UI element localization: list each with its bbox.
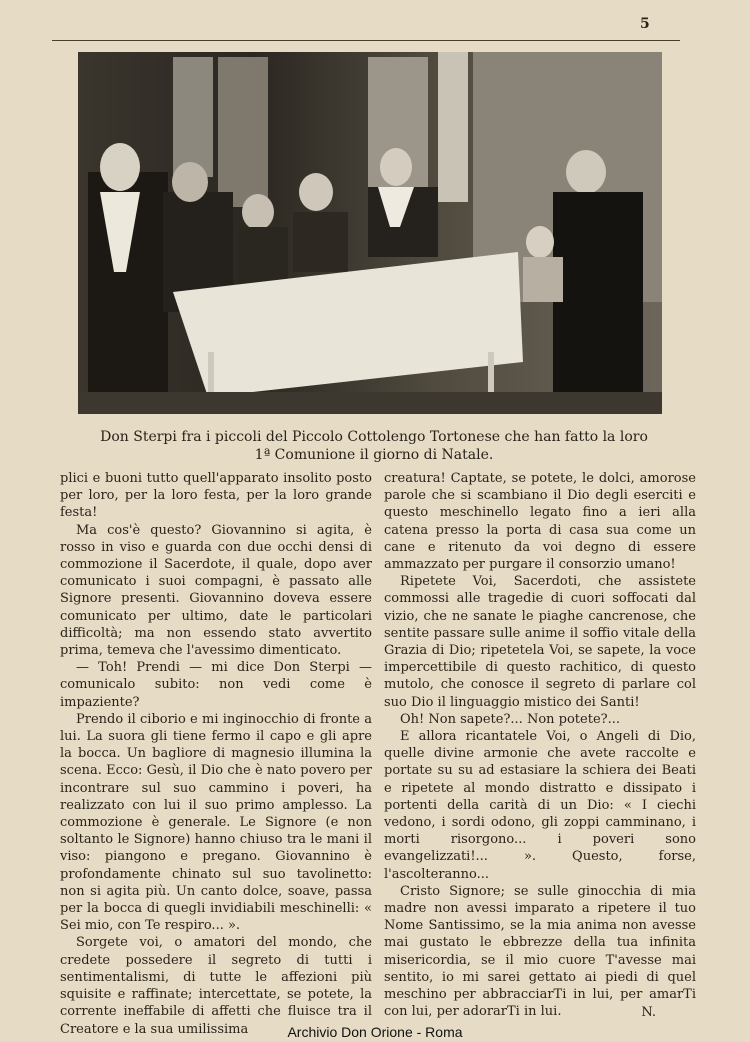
archive-footer: Archivio Don Orione - Roma <box>287 1024 463 1040</box>
paragraph: Cristo Signore; se sulle ginocchia di mia madre non avessi imparato a ripetere il tuo Nome Santissimo, se la mia anima non avesse mai gustato le ebbrezze della tua infinita misericordia, se il mio cuore T'avesse mai sentito, io mi sarei gettato ai piedi di quel meschino per abbracciarTi in lui, per amarTi con lui, per adorarTi in lui. <box>384 883 696 1020</box>
author-signature: N. <box>641 1004 656 1020</box>
paragraph: Oh! Non sapete?... Non potete?... <box>400 711 621 727</box>
photo-icon <box>78 52 662 414</box>
left-column <box>60 470 372 1038</box>
paragraph: — Toh! Prendi — mi dice Don Sterpi — comunicalo subito: non vedi come è impaziente? <box>60 660 372 710</box>
paragraph: Sorgete voi, o amatori del mondo, che credete possedere il segreto di tutti i sentimentalismi, di tutte le affezioni più squisite e raffinate; intercettate, se potete, la corrente ineffabile di affetti che fluisce tra il Creatore e la sua umilissima <box>60 935 372 1037</box>
top-rule <box>52 40 680 41</box>
paragraph: plici e buoni tutto quell'apparato insolito posto per loro, per la loro festa, per la loro grande festa! <box>60 471 372 521</box>
photo-caption: Don Sterpi fra i piccoli del Piccolo Cottolengo Tortonese che han fatto la loro 1ª Comunione il giorno di Natale. <box>100 429 648 463</box>
photograph <box>78 52 662 414</box>
paragraph: Prendo il ciborio e mi inginocchio di fronte a lui. La suora gli tiene fermo il capo e gli apre la bocca. Un bagliore di magnesio illumina la scena. Ecco: Gesù, il Dio che è nato povero per incontrare sul suo cammino i poveri, ha realizzato con lui il suo primo amplesso. La commozione è generale. Le Signore (e non soltanto le Signore) hanno chiuso tra le mani il viso: piangono e pregano. Giovannino è profondamente chinato sul suo tavolinetto: non si agita più. Un canto dolce, soave, passa per la bocca di quegli invidiabili meschinelli: « Sei mio, con Te respiro... ». <box>60 711 372 934</box>
paragraph: creatura! Captate, se potete, le dolci, amorose parole che si scambiano il Dio degli eserciti e questo meschinello legato fino a ieri alla catena presso la porta di casa sua come un cane e ritenuto da voi degno di essere ammazzato per purgare il consorzio umano! <box>384 471 696 573</box>
paragraph: Ripetete Voi, Sacerdoti, che assistete commossi alle tragedie di cuori soffocati dal vizio, che ne sanate le piaghe cancrenose, che sentite passare sulle anime il soffio vitale della Grazia di Dio; ripetetela Voi, se sapete, la voce impercettibile di questo rachitico, di questo mutolo, che conosce il segreto di parlare col suo Dio il linguaggio mistico dei Santi! <box>384 574 696 710</box>
paragraph: Ma cos'è questo? Giovannino si agita, è rosso in viso e guarda con due occhi densi di commozione il Sacerdote, il quale, dopo aver comunicato i suoi compagni, è passato alle Signore presenti. Giovannino doveva essere comunicato per ultimo, date le particolari difficoltà; ma non essendo stato avvertito prima, temeva che l'avessimo dimenticato. <box>60 522 372 659</box>
page-number: 5 <box>640 16 650 32</box>
right-column <box>384 470 696 1021</box>
paragraph: E allora ricantatele Voi, o Angeli di Dio, quelle divine armonie che avete raccolte e portate su su ad estasiare la schiera dei Beati e ripetete al mondo distratto e dissipato i portenti della carità di un Dio: « I ciechi vedono, i sordi odono, gli zoppi camminano, i morti risorgono... i poveri sono evangelizzati!... ». Questo, forse, l'ascolteranno... <box>384 729 696 882</box>
